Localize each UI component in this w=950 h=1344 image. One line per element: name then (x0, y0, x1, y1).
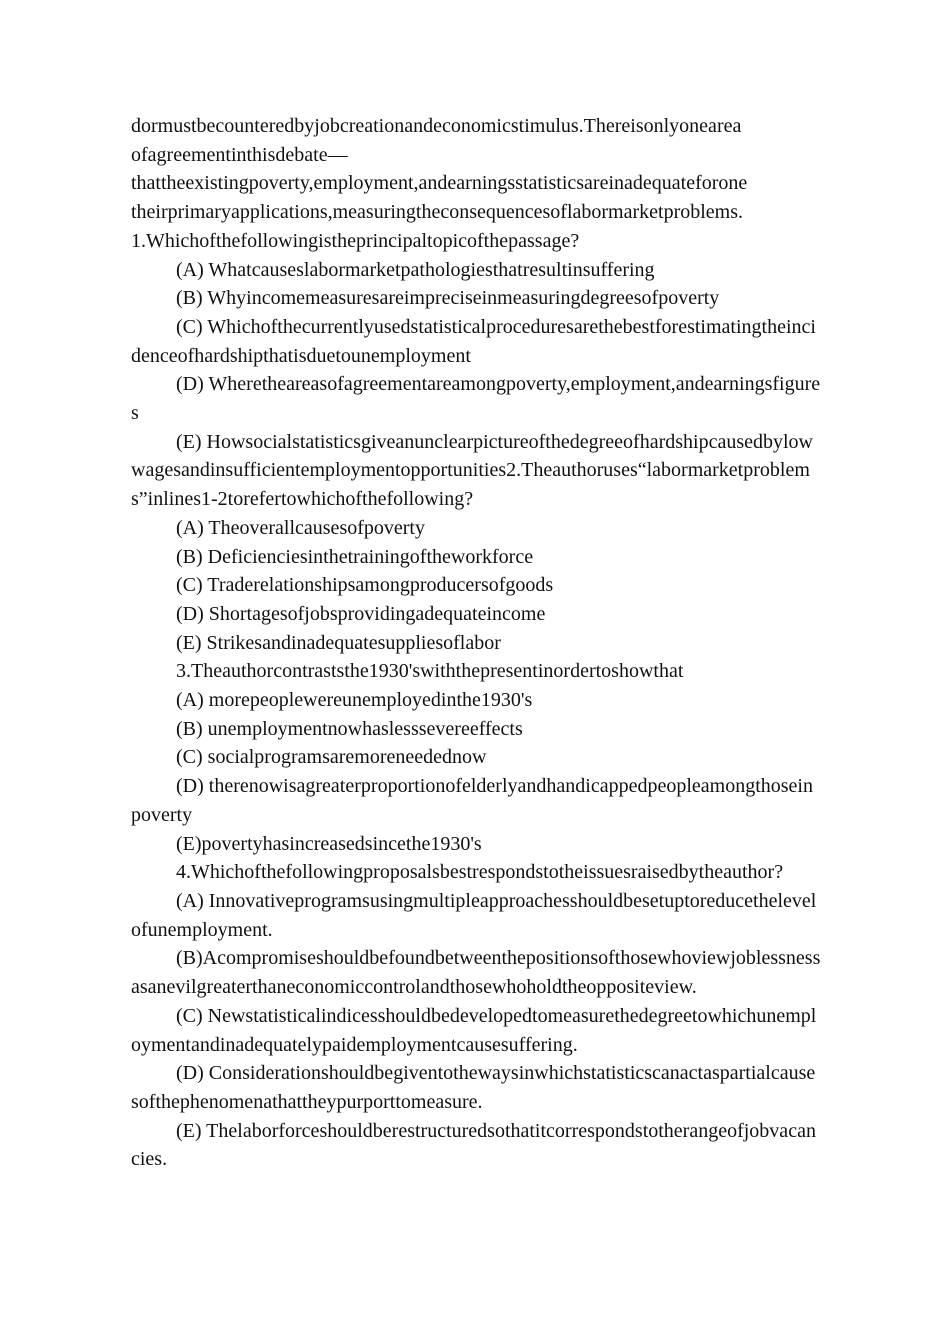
question-2-option-a: (A) Theoverallcausesofpoverty (176, 516, 425, 539)
passage-line-2: ofagreementinthisdebate— (131, 143, 348, 166)
question-3-option-a: (A) morepeoplewereunemployedinthe1930's (176, 689, 533, 712)
question-1-option-b: (B) Whyincomemeasuresareimpreciseinmeasuringdegreesofpoverty (176, 287, 720, 310)
question-3-option-b: (B) unemploymentnowhaslessseverеeffects (176, 717, 523, 740)
question-4-option-b: (B)Acompromiseshouldbefoundbetweenthepositionsofthosewhoviewjoblessnessasanevilgreaterthaneconomiccontrolandthosewhoholdtheoppositeview. (131, 947, 821, 999)
question-3-option-d: (D) therenowisagreaterproportionofelderlyandhandicappedpeopleamongthoseinpoverty (131, 775, 813, 826)
passage-line-4: theirprimaryapplications,measuringtheconsequencesoflabormarketproblems. (131, 201, 744, 224)
question-4-option-c: (C) Newstatisticalindicesshouldbedevelopedtomeasurethedegreetowhichunemploymentandinadequatelypaidemploymentcausesuffering. (131, 1004, 817, 1056)
question-3-option-c: (C) socialprogramsaremoreneedednow (176, 746, 487, 769)
passage-line-1: dormustbecounteredbyjobcreationandeconomicstimulus.Thereisonlyonearea (131, 115, 742, 137)
question-4-stem: 4.Whichofthefollowingproposalsbestrespondstotheissuesraisedbytheauthor? (176, 861, 784, 884)
question-3-option-e: (E)povertyhasincreasedsincethe1930's (176, 832, 482, 855)
document-page (131, 112, 821, 1174)
question-2-option-d: (D) Shortagesofjobsprovidingadequateincome (176, 602, 546, 625)
question-1-option-a: (A) Whatcauseslabormarketpathologiesthatresultinsuffering (176, 258, 655, 281)
question-1-stem: 1.Whichofthefollowingistheprincipaltopicofthepassage? (131, 229, 580, 252)
question-4-option-d: (D) Considerationshouldbegiventothewaysinwhichstatisticscanactaspartialcausesofthephenomenathattheypurporttomeasure. (131, 1062, 816, 1113)
question-2-option-b: (B) Deficienciesinthetrainingoftheworkforce (176, 545, 534, 568)
question-4-option-e: (E) Thelaborforceshouldberestructuredsothatitcorrespondstotherangeofjobvacancies. (131, 1119, 816, 1171)
question-1-option-d: (D) Wheretheareasofagreementareamongpoverty,employment,andearningsfigures (131, 373, 821, 425)
question-2-option-e: (E) Strikesandinadequatesuppliesoflabor (176, 631, 501, 654)
question-1-option-c: (C) Whichofthecurrentlyusedstatisticalproceduresarethebestforestimatingtheincidenceofhardshipthatisduetounemployment (131, 315, 816, 367)
question-4-option-a: (A) Innovativeprogramsusingmultipleapproachesshouldbesetuptoreducethelevelofunemployment. (131, 889, 817, 941)
question-1-option-e: (E) Howsocialstatisticsgiveanunclearpictureofthedegreeofhardshipcausedbylowwagesandinsufficientemploymentopportunities2.Theauthoruses“labormarketproblems”inlines1-2torefertowhichofthefollowing? (131, 430, 813, 511)
passage-line-3: thattheexistingpoverty,employment,andearningsstatisticsareinadequateforone (131, 172, 748, 195)
question-2-option-c: (C) Traderelationshipsamongproducersofgoods (176, 574, 554, 597)
question-3-stem: 3.Theauthorcontraststhe1930'swiththepresentinordertoshowthat (176, 660, 684, 683)
